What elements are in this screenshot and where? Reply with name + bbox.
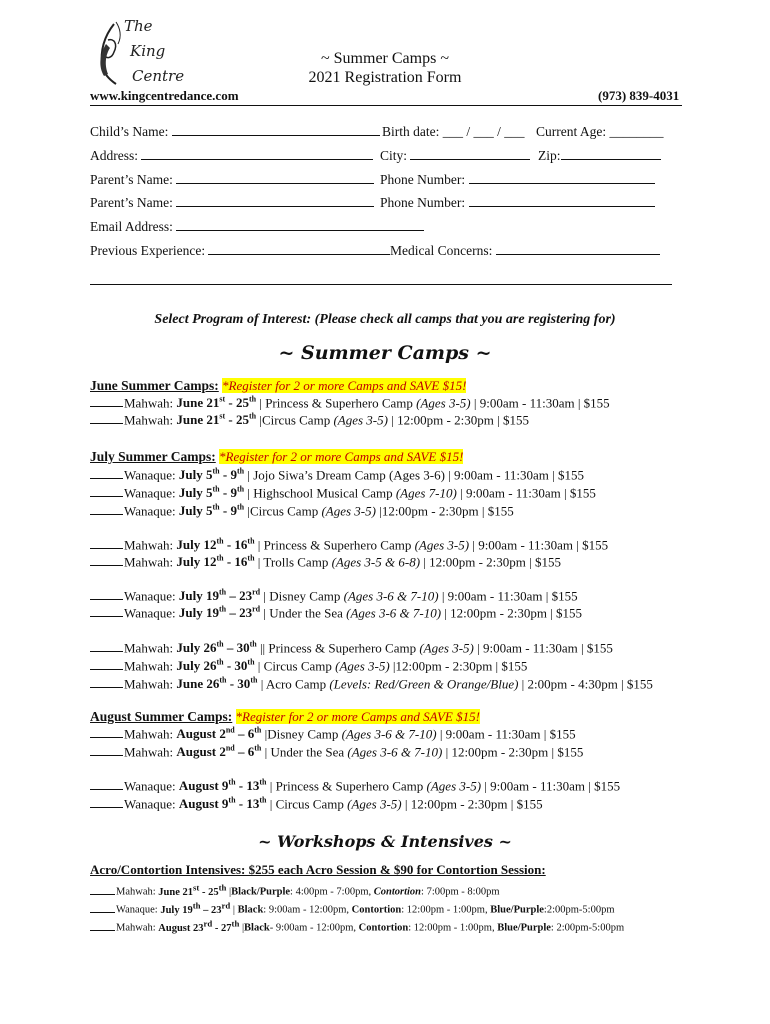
birth-date-field[interactable]: Birth date: ___ / ___ / ___ (382, 124, 525, 139)
workshops-heading: ~ Workshops & Intensives ~ (258, 832, 512, 851)
child-name-field[interactable] (90, 124, 381, 140)
august-promo: *Register for 2 or more Camps and SAVE $15! (235, 709, 480, 724)
parent-name-field-2[interactable] (90, 195, 375, 211)
phone-number: (973) 839-4031 (598, 88, 680, 103)
email-label: Email Address: (90, 219, 177, 234)
city-field[interactable] (380, 148, 531, 164)
camp-row[interactable]: Mahwah: July 26th - 30th | Circus Camp (Ages 3-5) |12:00pm - 2:30pm | $155 (90, 658, 527, 674)
intensive-row[interactable]: Mahwah: August 23rd - 27th |Black- 9:00am - 12:00pm, Contortion: 12:00pm - 1:00pm, Blue/Purple: 2:00pm-5:00pm (90, 918, 624, 934)
parent-name-label-1: Parent’s Name: (90, 172, 177, 187)
parent-name-label-2: Parent’s Name: (90, 195, 177, 210)
form-subtitle: 2021 Registration Form (308, 69, 462, 86)
phone-number-label-1: Phone Number: (380, 172, 469, 187)
august-heading: August Summer Camps: (90, 709, 233, 724)
july-heading: July Summer Camps: (90, 449, 216, 464)
intensive-row[interactable]: Wanaque: July 19th – 23rd | Black: 9:00am - 12:00pm, Contortion: 12:00pm - 1:00pm, Blue/Purple:2:00pm-5:00pm (90, 900, 615, 916)
medical-concerns-label: Medical Concerns: (390, 243, 496, 258)
camp-row[interactable]: Mahwah: June 26th - 30th | Acro Camp (Levels: Red/Green & Orange/Blue) | 2:00pm - 4:30pm | $155 (90, 676, 653, 692)
camp-row[interactable]: Wanaque: August 9th - 13th | Princess & Superhero Camp (Ages 3-5) | 9:00am - 11:30am | $155 (90, 778, 620, 794)
june-heading-row (90, 378, 466, 394)
medical-concerns-field[interactable] (390, 243, 661, 259)
logo-text-the: The (124, 17, 153, 35)
previous-experience-field[interactable] (90, 243, 391, 259)
camp-row[interactable]: Mahwah: June 21st - 25th | Princess & Superhero Camp (Ages 3-5) | 9:00am - 11:30am | $155 (90, 395, 610, 411)
select-program-instruction: Select Program of Interest: (Please check all camps that you are registering for) (154, 312, 616, 327)
address-field[interactable] (90, 148, 374, 164)
zip-label: Zip: (538, 148, 561, 163)
august-heading-row (90, 709, 480, 725)
previous-experience-label: Previous Experience: (90, 243, 209, 258)
phone-number-label-2: Phone Number: (380, 195, 469, 210)
camp-row[interactable]: Mahwah: July 12th - 16th | Princess & Superhero Camp (Ages 3-5) | 9:00am - 11:30am | $155 (90, 537, 608, 553)
intensives-heading: Acro/Contortion Intensives: $255 each Acro Session & $90 for Contortion Session: (90, 862, 546, 877)
camp-row[interactable]: Wanaque: August 9th - 13th | Circus Camp (Ages 3-5) | 12:00pm - 2:30pm | $155 (90, 796, 543, 812)
july-heading-row (90, 449, 463, 465)
camp-row[interactable]: Wanaque: July 5th - 9th | Highschool Musical Camp (Ages 7-10) | 9:00am - 11:30am | $155 (90, 485, 596, 501)
camp-row[interactable]: Mahwah: August 2nd – 6th | Under the Sea (Ages 3-6 & 7-10) | 12:00pm - 2:30pm | $155 (90, 744, 583, 760)
email-field[interactable] (90, 219, 425, 235)
phone-number-field-1[interactable] (380, 172, 656, 188)
form-title: ~ Summer Camps ~ (321, 50, 449, 67)
address-label: Address: (90, 148, 142, 163)
july-promo: *Register for 2 or more Camps and SAVE $15! (219, 449, 464, 464)
summer-camps-heading: ~ Summer Camps ~ (278, 342, 492, 364)
camp-row[interactable]: Wanaque: July 5th - 9th | Jojo Siwa’s Dream Camp (Ages 3-6) | 9:00am - 11:30am | $155 (90, 467, 584, 483)
city-label: City: (380, 148, 411, 163)
intensive-row[interactable]: Mahwah: June 21st - 25th |Black/Purple: 4:00pm - 7:00pm, Contortion: 7:00pm - 8:00pm (90, 882, 500, 898)
camp-row[interactable]: Mahwah: July 26th – 30th || Princess & Superhero Camp (Ages 3-5) | 9:00am - 11:30am | $155 (90, 640, 613, 656)
camp-row[interactable]: Wanaque: July 19th – 23rd | Disney Camp (Ages 3-6 & 7-10) | 9:00am - 11:30am | $155 (90, 588, 578, 604)
logo-text-king: King (130, 42, 166, 60)
june-heading: June Summer Camps: (90, 378, 219, 393)
camp-row[interactable]: Wanaque: July 5th - 9th |Circus Camp (Ages 3-5) |12:00pm - 2:30pm | $155 (90, 503, 514, 519)
header-divider (90, 105, 682, 106)
child-name-label: Child’s Name: (90, 124, 172, 139)
june-promo: *Register for 2 or more Camps and SAVE $15! (222, 378, 467, 393)
camp-row[interactable]: Mahwah: June 21st - 25th |Circus Camp (Ages 3-5) | 12:00pm - 2:30pm | $155 (90, 412, 529, 428)
website-link[interactable]: www.kingcentredance.com (90, 88, 239, 103)
camp-row[interactable]: Mahwah: August 2nd – 6th |Disney Camp (Ages 3-6 & 7-10) | 9:00am - 11:30am | $155 (90, 726, 576, 742)
camp-row[interactable]: Mahwah: July 12th - 16th | Trolls Camp (Ages 3-5 & 6-8) | 12:00pm - 2:30pm | $155 (90, 554, 561, 570)
logo-text-centre: Centre (132, 67, 185, 85)
parent-name-field-1[interactable] (90, 172, 375, 188)
zip-field[interactable] (538, 148, 662, 164)
camp-row[interactable]: Wanaque: July 19th – 23rd | Under the Sea (Ages 3-6 & 7-10) | 12:00pm - 2:30pm | $155 (90, 605, 582, 621)
current-age-field[interactable]: Current Age: ________ (536, 124, 664, 139)
medical-concerns-continuation-line[interactable] (90, 284, 672, 285)
phone-number-field-2[interactable] (380, 195, 656, 211)
